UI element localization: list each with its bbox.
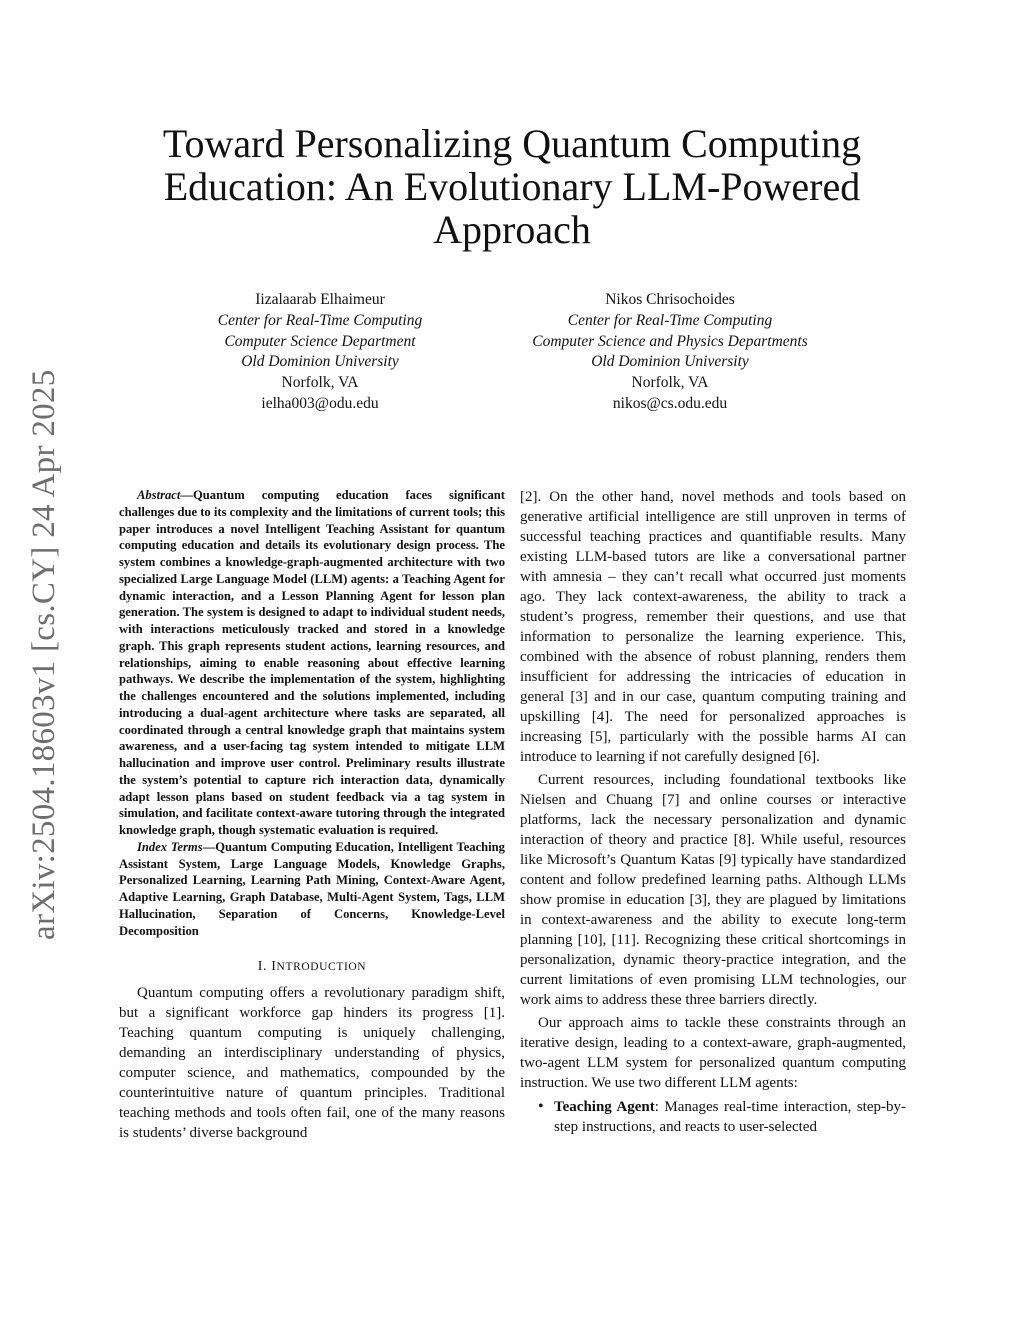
author-block-1	[150, 290, 490, 415]
agent-desc: : Manages real-time interaction, step-by-step instructions, and reacts to user-selected	[554, 1099, 907, 1135]
author-affiliation: Center for Real-Time Computing	[217, 311, 423, 329]
index-terms	[119, 839, 505, 940]
author-location: Norfolk, VA	[281, 374, 359, 392]
author-block-2	[490, 290, 850, 415]
abstract	[119, 487, 505, 839]
author-location: Norfolk, VA	[631, 374, 709, 392]
author-affiliation: Old Dominion University	[241, 353, 399, 371]
author-affiliation: Computer Science Department	[224, 332, 416, 350]
abstract-text: —Quantum computing education faces significant challenges due to its complexity and the limitations of current tools; this paper introduces a novel Intelligent Teaching Assistant for quantum computing education and details its evolutionary design process. The system combines a knowledge-graph-augmented architecture with two specialized Large Language Model (LLM) agents: a Teaching Agent for dynamic interaction, and a Lesson Planning Agent for lesson plan generation. The system is designed to adapt to individual student needs, with interactions meticulously tracked and stored in a knowledge graph. This graph represents student actions, learning resources, and relationships, aiming to enable reasoning about effective learning pathways. We describe the implementation of the system, highlighting the challenges encountered and the solutions implemented, including introducing a dual-agent architecture where tasks are separated, all coordinated through a central knowledge graph that maintains system awareness, and a user-facing tag system intended to mitigate LLM hallucination and improve user control. Preliminary results illustrate the system’s potential to capture rich interaction data, dynamically adapt lesson plans based on student feedback via a tag system in simulation, and facilitate context-aware tutoring through the integrated knowledge graph, though systematic evaluation is required.	[119, 488, 505, 837]
right-column	[520, 487, 906, 1137]
section-heading-introduction: I. INTRODUCTION	[257, 959, 367, 975]
author-name: Iizalaarab Elhaimeur	[255, 291, 385, 308]
author-email: ielha003@odu.edu	[261, 394, 379, 412]
index-terms-text: —Quantum Computing Education, Intelligent Teaching Assistant System, Large Language Models, Knowledge Graphs, Personalized Learning, Learning Path Mining, Context-Aware Agent, Adaptive Learning, Graph Database, Multi-Agent System, Tags, LLM Hallucination, Separation of Concerns, Knowledge-Level Decomposition	[119, 839, 505, 938]
paragraph: [2]. On the other hand, novel methods and tools based on generative artificial intelligence are still unproven in terms of successful teaching practices and quantifiable results. Many existing LLM-based tutors are like a conversational partner with amnesia – they can’t recall what occurred just moments ago. They lack context-awareness, the ability to track a student’s progress, remember their questions, and use that information to personalize the learning experience. This, combined with the absence of robust planning, renders them insufficient for addressing the intricacies of education in general [3] and in our case, quantum computing training and upskilling [4]. The need for personalized approaches is increasing [5], particularly with the possible harms AI can introduce to learning if not carefully designed [6].	[520, 489, 906, 765]
agent-list	[520, 1097, 906, 1137]
author-affiliation: Center for Real-Time Computing	[567, 311, 773, 329]
paragraph: Quantum computing offers a revolutionary paradigm shift, but a significant workforce gap hinders its progress [1]. Teaching quantum computing is uniquely challenging, demanding an interdisciplinary understanding of physics, computer science, and mathematics, compounded by the counterintuitive nature of quantum principles. Traditional teaching methods and tools often fail, one of the many reasons is students’ diverse background	[119, 985, 505, 1142]
agent-name: Teaching Agent	[554, 1099, 655, 1115]
left-column	[119, 487, 505, 1143]
arxiv-watermark: arXiv:2504.18603v1 [cs.CY] 24 Apr 2025	[26, 369, 62, 940]
abstract-label: Abstract	[137, 488, 181, 502]
paragraph: Current resources, including foundational textbooks like Nielsen and Chuang [7] and online courses or interactive platforms, lack the necessary personalization and dynamic interaction of theory and practice [8]. While useful, resources like Microsoft’s Quantum Katas [9] typically have standardized content and follow predefined learning paths. Although LLMs show promise in education [3], they are plagued by limitations in context-awareness and the ability to execute long-term planning [10], [11]. Recognizing these critical shortcomings in personalization, dynamic theory-practice integration, and the current limitations of even promising LLM technologies, our work aims to address these three barriers directly.	[520, 772, 906, 1008]
index-terms-label: Index Terms	[137, 839, 203, 854]
author-email: nikos@cs.odu.edu	[612, 394, 728, 412]
paper-title: Toward Personalizing Quantum Computing Education: An Evolutionary LLM-Powered Approach	[162, 121, 862, 252]
author-affiliation: Computer Science and Physics Departments	[532, 332, 808, 350]
author-name: Nikos Chrisochoides	[605, 291, 735, 308]
list-item	[554, 1097, 906, 1137]
author-affiliation: Old Dominion University	[591, 353, 749, 371]
paragraph: Our approach aims to tackle these constraints through an iterative design, leading to a context-aware, graph-augmented, two-agent LLM system for personalized quantum computing instruction. We use two different LLM agents:	[520, 1015, 906, 1091]
